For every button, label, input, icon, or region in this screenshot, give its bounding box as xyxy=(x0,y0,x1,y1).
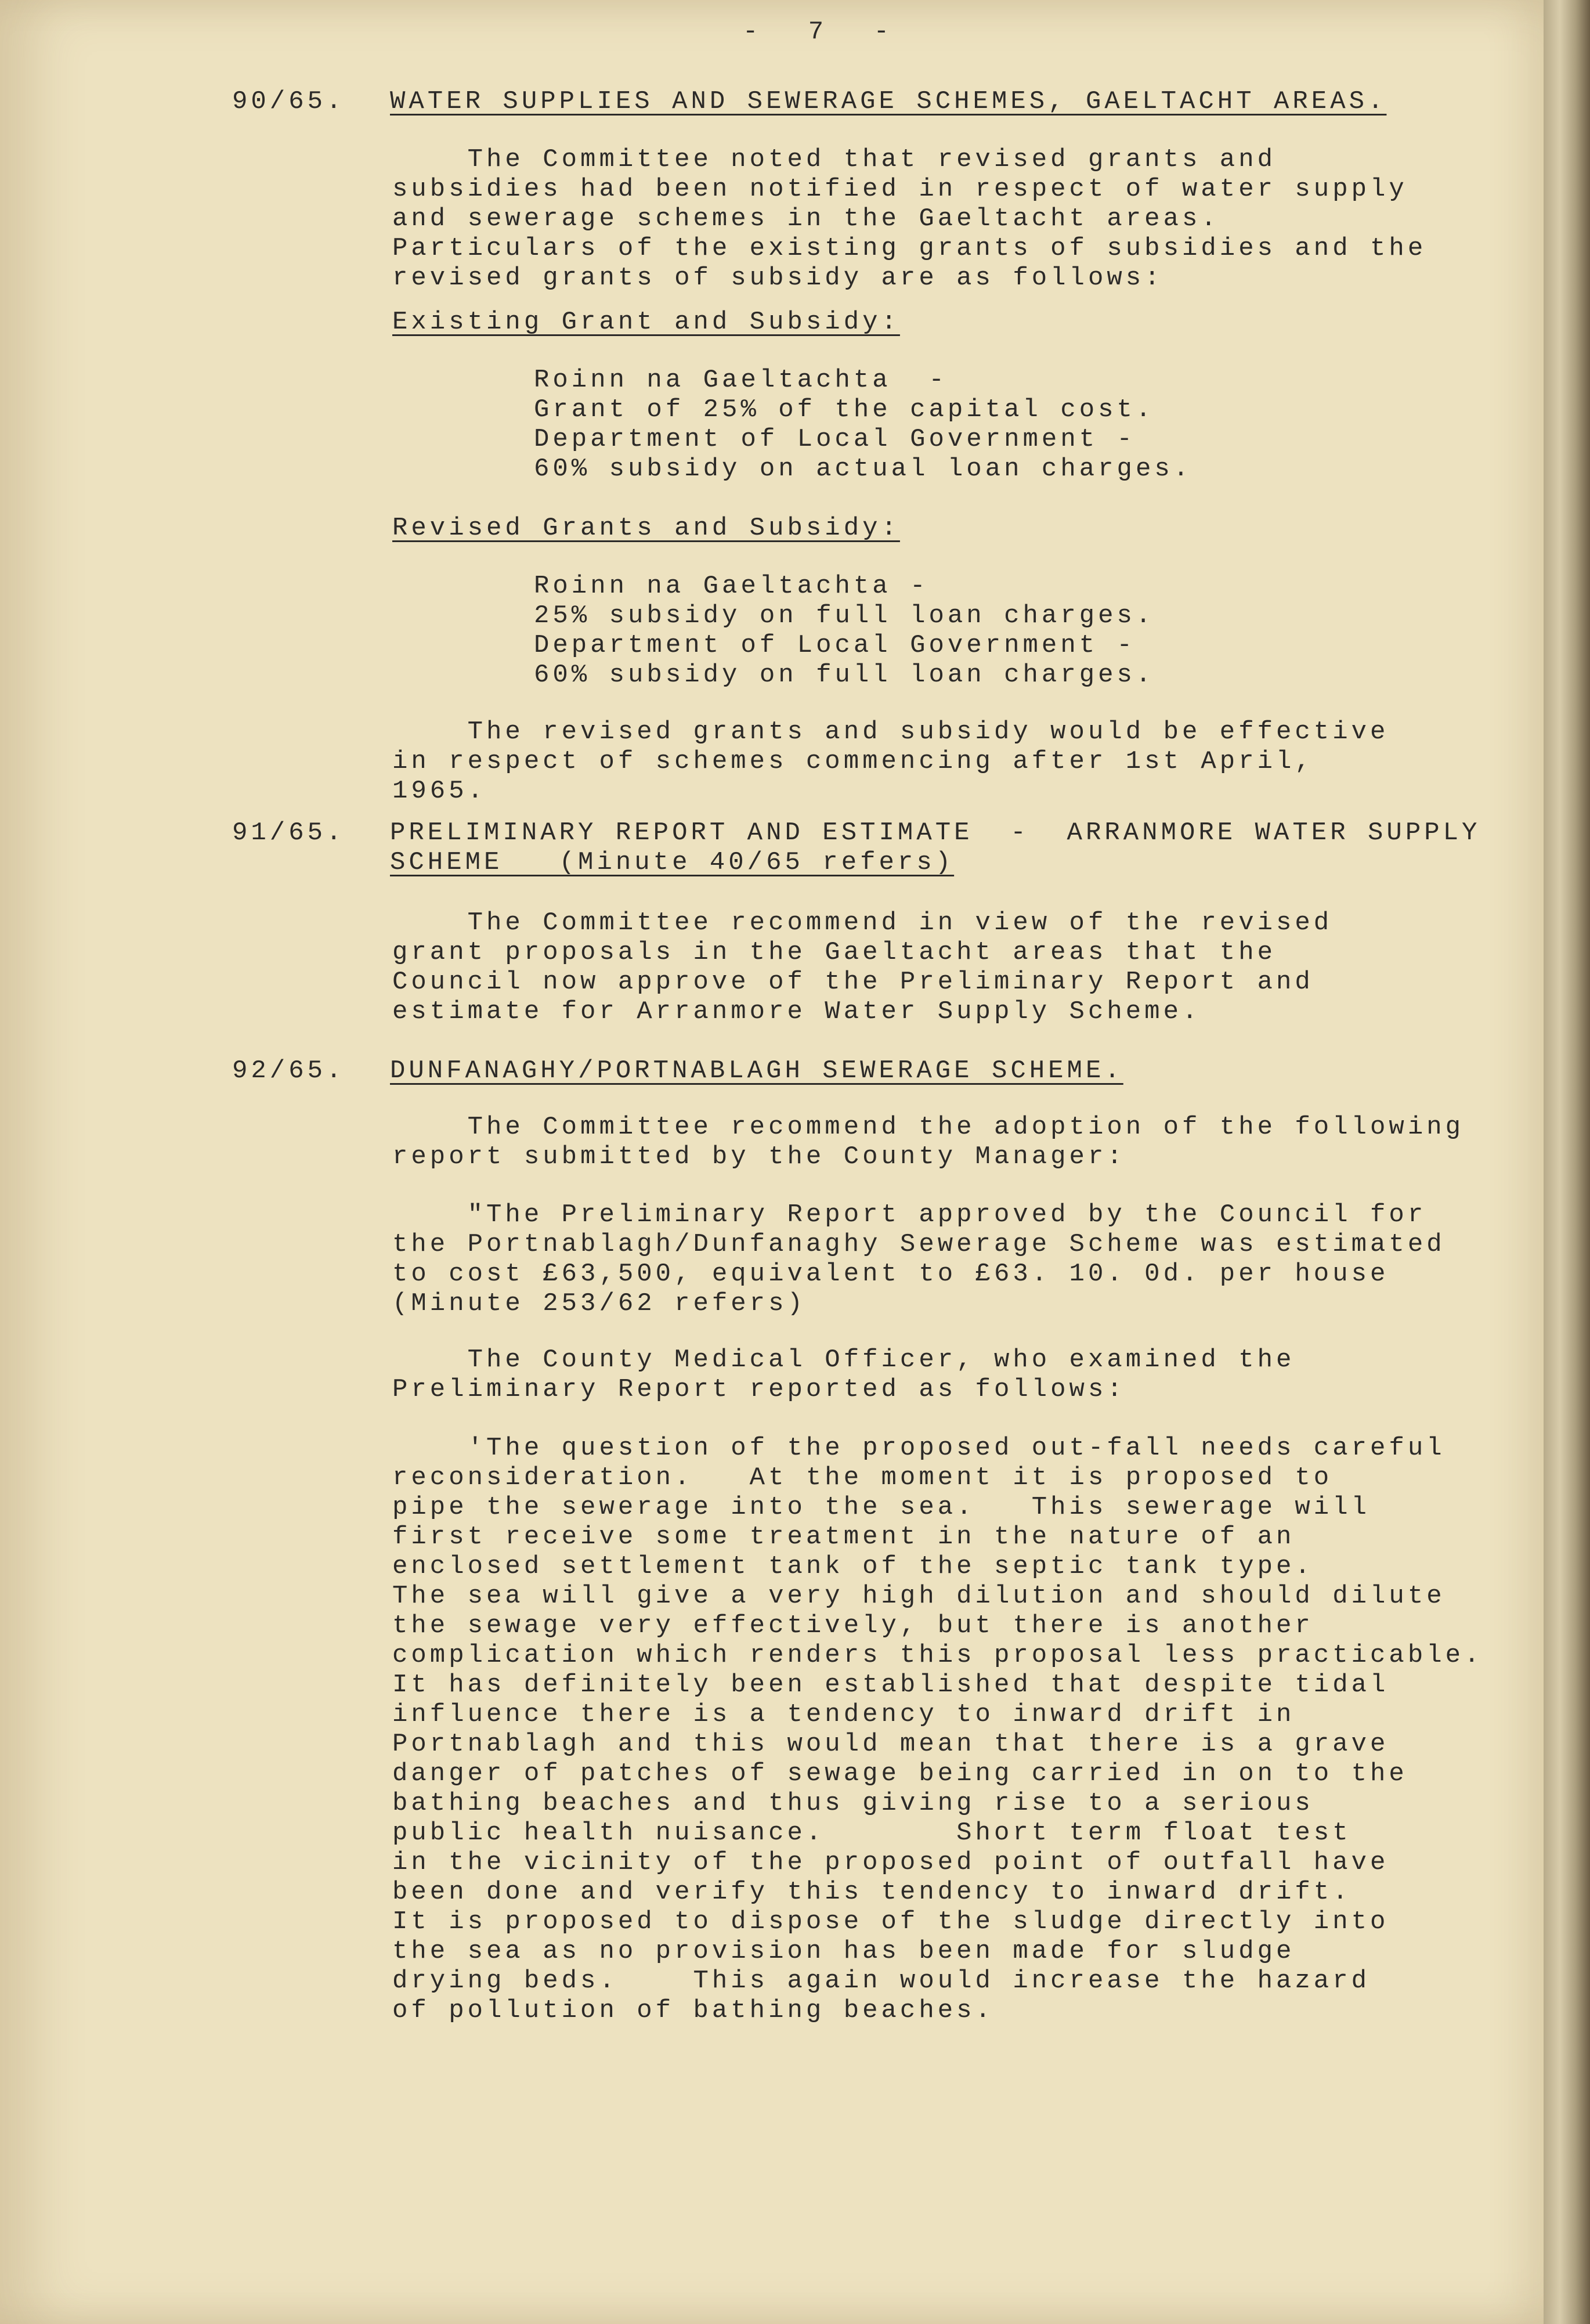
paragraph-line: the Portnablagh/Dunfanaghy Sewerage Scheme was estimated xyxy=(392,1230,1446,1259)
paragraph-line: 1965. xyxy=(392,777,487,806)
paragraph-line: Grant of 25% of the capital cost. xyxy=(534,395,1155,424)
paragraph-line: revised grants of subsidy are as follows: xyxy=(392,264,1163,293)
paragraph-line: 25% subsidy on full loan charges. xyxy=(534,601,1155,630)
quote-line: Portnablagh and this would mean that there is a grave xyxy=(392,1730,1389,1759)
paragraph-line: "The Preliminary Report approved by the Council for xyxy=(392,1200,1427,1229)
paragraph-line: to cost £63,500, equivalent to £63. 10. 0d. per house xyxy=(392,1260,1389,1289)
quote-line: in the vicinity of the proposed point of outfall have xyxy=(392,1848,1389,1877)
section-heading: Revised Grants and Subsidy: xyxy=(392,514,900,543)
paragraph-line: Department of Local Government - xyxy=(534,631,1136,660)
quote-line: bathing beaches and thus giving rise to a serious xyxy=(392,1789,1314,1818)
page-number: - 7 - xyxy=(743,17,907,46)
quote-line: the sewage very effectively, but there is another xyxy=(392,1611,1314,1640)
minute-number: 90/65. xyxy=(232,87,345,116)
quote-line: complication which renders this proposal less practicable. xyxy=(392,1641,1483,1670)
paragraph-line: Roinn na Gaeltachta - xyxy=(534,572,929,601)
section-heading: Existing Grant and Subsidy: xyxy=(392,308,900,337)
paragraph-line: Preliminary Report reported as follows: xyxy=(392,1375,1126,1404)
paragraph-line: estimate for Arranmore Water Supply Scheme. xyxy=(392,997,1201,1026)
quote-line: of pollution of bathing beaches. xyxy=(392,1996,994,2025)
paragraph-line: Roinn na Gaeltachta - xyxy=(534,366,948,395)
paragraph-line: The revised grants and subsidy would be effective xyxy=(392,717,1389,746)
quote-line: been done and verify this tendency to inward drift. xyxy=(392,1878,1352,1907)
minute-title: DUNFANAGHY/PORTNABLAGH SEWERAGE SCHEME. xyxy=(390,1056,1123,1085)
quote-line: influence there is a tendency to inward drift in xyxy=(392,1700,1295,1729)
minute-number: 91/65. xyxy=(232,818,345,847)
quote-line: reconsideration. At the moment it is proposed to xyxy=(392,1463,1333,1492)
paragraph-line: The County Medical Officer, who examined the xyxy=(392,1345,1295,1374)
paragraph-line: grant proposals in the Gaeltacht areas that the xyxy=(392,938,1277,967)
quote-line: 'The question of the proposed out-fall needs careful xyxy=(392,1434,1446,1463)
paragraph-line: report submitted by the County Manager: xyxy=(392,1142,1126,1171)
quote-line: danger of patches of sewage being carried in on to the xyxy=(392,1759,1408,1788)
quote-line: enclosed settlement tank of the septic tank type. xyxy=(392,1552,1314,1581)
paragraph-line: 60% subsidy on actual loan charges. xyxy=(534,454,1192,483)
paragraph-line: Particulars of the existing grants of subsidies and the xyxy=(392,234,1427,263)
quote-line: public health nuisance. Short term float test xyxy=(392,1818,1352,1847)
paragraph-line: Council now approve of the Preliminary Report and xyxy=(392,968,1314,997)
paragraph-line: 60% subsidy on full loan charges. xyxy=(534,661,1155,690)
quote-line: drying beds. This again would increase the hazard xyxy=(392,1966,1371,1995)
book-page-edge xyxy=(1544,0,1590,2324)
paragraph-line: The Committee noted that revised grants and xyxy=(392,145,1277,174)
paragraph-line: in respect of schemes commencing after 1st April, xyxy=(392,747,1314,776)
quote-line: pipe the sewerage into the sea. This sewerage will xyxy=(392,1493,1371,1522)
minute-title: WATER SUPPLIES AND SEWERAGE SCHEMES, GAELTACHT AREAS. xyxy=(390,87,1387,116)
paragraph-line: subsidies had been notified in respect of water supply xyxy=(392,175,1408,204)
paragraph-line: The Committee recommend the adoption of the following xyxy=(392,1113,1465,1142)
paragraph-line: The Committee recommend in view of the revised xyxy=(392,908,1333,937)
minute-title-continued: SCHEME (Minute 40/65 refers) xyxy=(390,848,955,877)
quote-line: the sea as no provision has been made for sludge xyxy=(392,1937,1295,1966)
minute-number: 92/65. xyxy=(232,1056,345,1085)
quote-line: It has definitely been established that despite tidal xyxy=(392,1670,1389,1699)
paragraph-line: (Minute 253/62 refers) xyxy=(392,1289,806,1318)
paragraph-line: Department of Local Government - xyxy=(534,425,1136,454)
paragraph-line: and sewerage schemes in the Gaeltacht areas. xyxy=(392,204,1220,233)
minute-title: PRELIMINARY REPORT AND ESTIMATE - ARRANMORE WATER SUPPLY xyxy=(390,818,1481,847)
quote-line: It is proposed to dispose of the sludge directly into xyxy=(392,1907,1389,1936)
quote-line: The sea will give a very high dilution and should dilute xyxy=(392,1582,1446,1611)
quote-line: first receive some treatment in the nature of an xyxy=(392,1522,1295,1551)
